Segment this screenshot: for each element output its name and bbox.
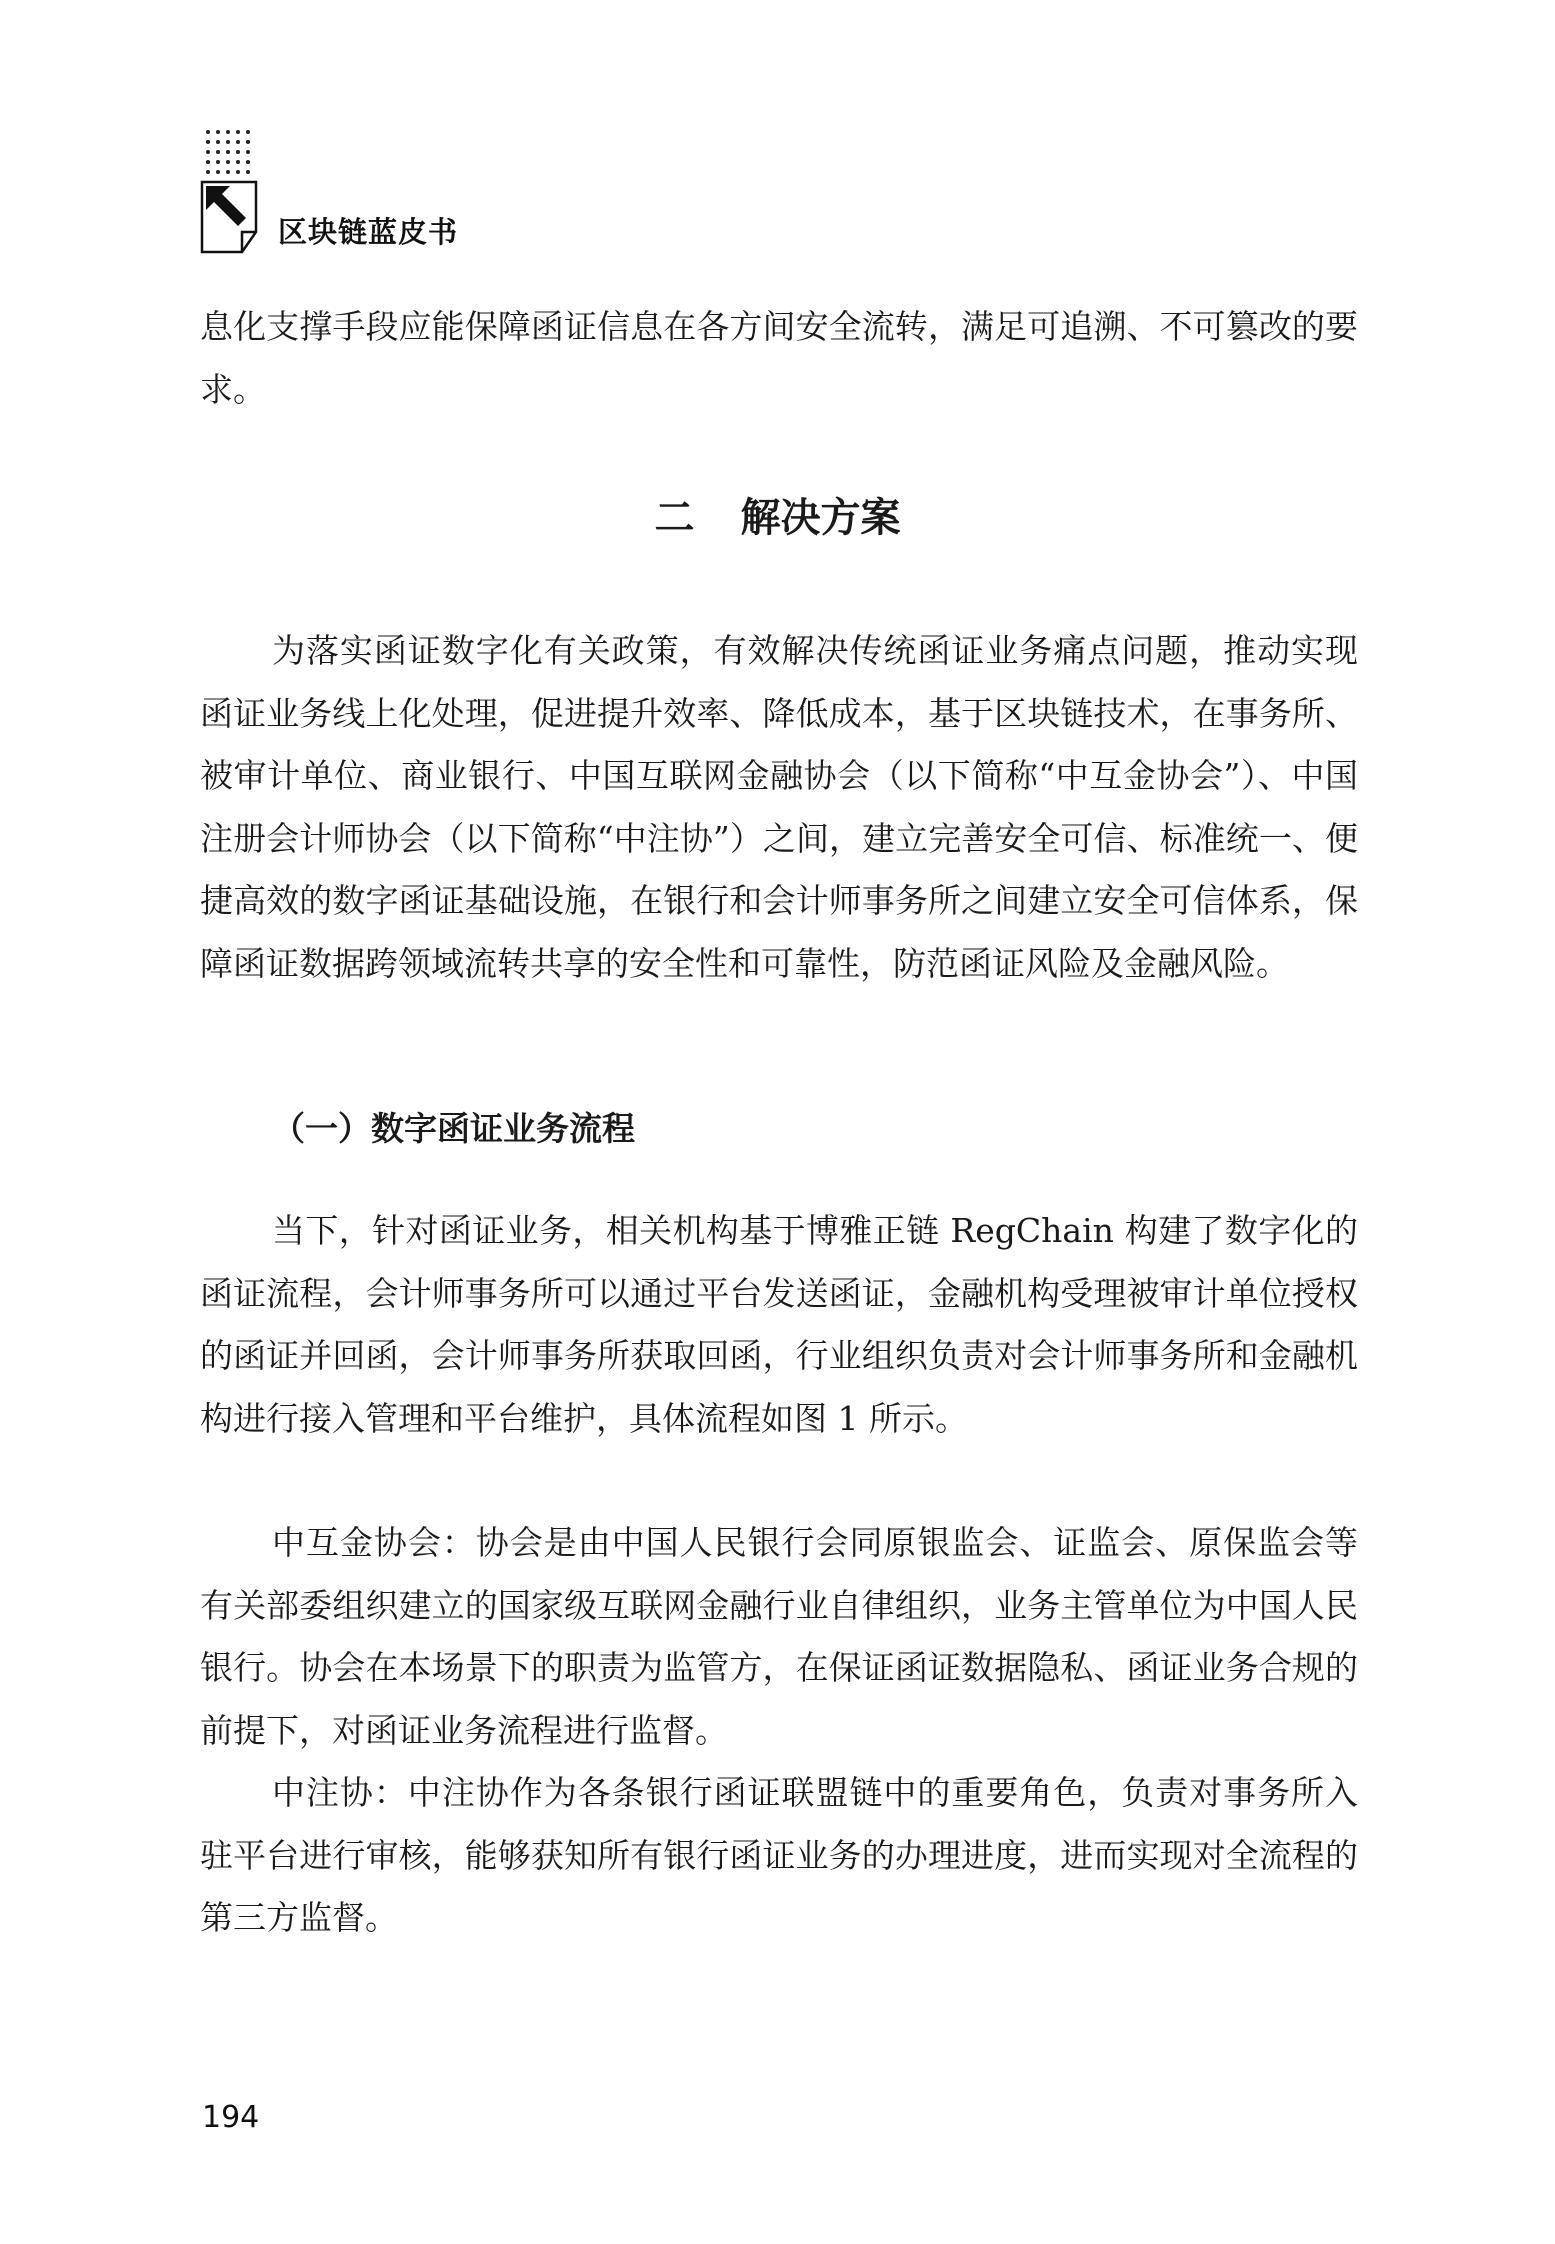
section-title-text: 解决方案 xyxy=(740,495,901,541)
section-title xyxy=(0,486,1555,543)
paragraph-cicpa: 中注协：中注协作为各条银行函证联盟链中的重要角色，负责对事务所入驻平台进行审核，能够获知所有银行函证业务的办理进度，进而实现对全流程的第三方监督。 xyxy=(200,1773,1358,1937)
page-number: 194 xyxy=(202,2100,260,2135)
series-title: 区块链蓝皮书 xyxy=(278,215,459,249)
running-header xyxy=(200,128,700,258)
subsection-title: （一）数字函证业务流程 xyxy=(272,1109,635,1148)
section-number: 二 xyxy=(654,495,695,541)
document-arrow-icon xyxy=(200,180,262,254)
dot-grid-icon xyxy=(204,128,254,178)
intro-continuation-paragraph: 息化支撑手段应能保障函证信息在各方间安全流转，满足可追溯、不可篡改的要求。 xyxy=(200,307,1358,409)
paragraph-nifa: 中互金协会：协会是由中国人民银行会同原银监会、证监会、原保监会等有关部委组织建立的国家级互联网金融行业自律组织，业务主管单位为中国人民银行。协会在本场景下的职责为监管方，在保证函证数据隐私、函证业务合规的前提下，对函证业务流程进行监督。 xyxy=(200,1523,1358,1750)
section-paragraph: 为落实函证数字化有关政策，有效解决传统函证业务痛点问题，推动实现函证业务线上化处理，促进提升效率、降低成本，基于区块链技术，在事务所、被审计单位、商业银行、中国互联网金融协会（以下简称“中互金协会”）、中国注册会计师协会（以下简称“中注协”）之间，建立完善安全可信、标准统一、便捷高效的数字函证基础设施，在银行和会计师事务所之间建立安全可信体系，保障函证数据跨领域流转共享的安全性和可靠性，防范函证风险及金融风险。 xyxy=(200,631,1358,983)
paragraph-process: 当下，针对函证业务，相关机构基于博雅正链 RegChain 构建了数字化的函证流程，会计师事务所可以通过平台发送函证，金融机构受理被审计单位授权的函证并回函，会计师事务所获取回函，行业组织负责对会计师事务所和金融机构进行接入管理和平台维护，具体流程如图 1 所示。 xyxy=(200,1211,1358,1438)
